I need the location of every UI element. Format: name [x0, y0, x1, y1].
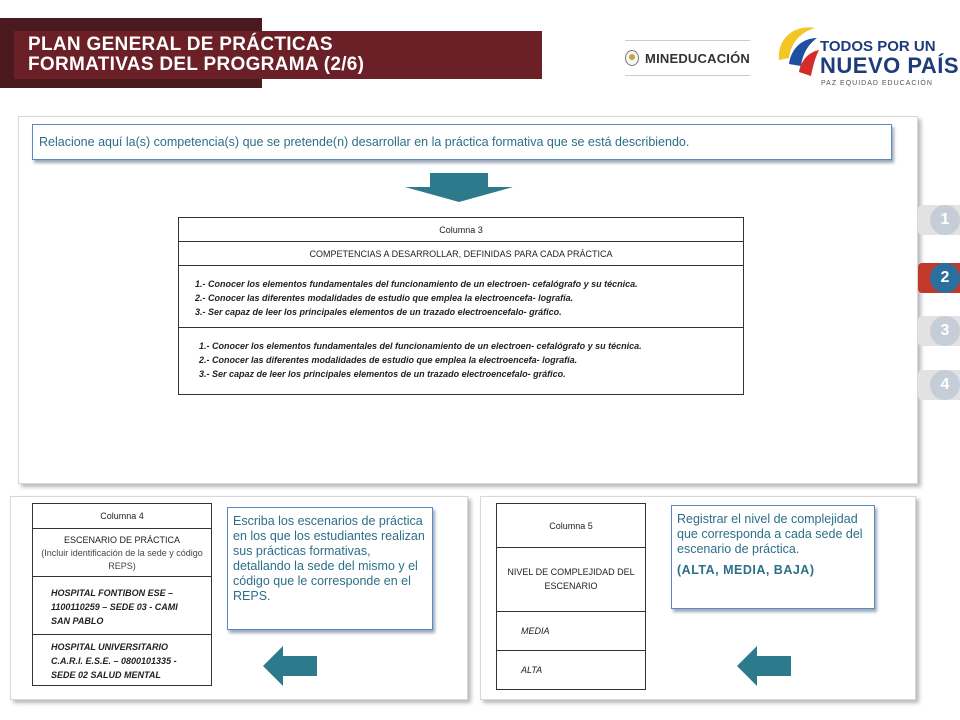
colombia-flag-swirl-icon — [773, 20, 819, 90]
complejidad-table-header — [497, 504, 645, 548]
complejidad-item: MEDIA — [521, 626, 550, 636]
slogan-line2: NUEVO PAÍS — [820, 53, 960, 78]
competencias-table-subheader — [179, 242, 743, 266]
nav-tab-3[interactable] — [918, 316, 960, 346]
competencia-item: 1.- Conocer los elementos fundamentales del funcionamiento de un electroen- cefalógrafo y su técnica. — [199, 341, 642, 351]
complejidad-table — [496, 503, 646, 690]
back-arrow-icon[interactable] — [261, 644, 319, 688]
escenarios-table-header — [33, 504, 211, 529]
escenarios-column-subtitle: ESCENARIO DE PRÁCTICA — [63, 535, 181, 545]
slogan-line1: TODOS POR UN — [820, 38, 936, 55]
escenarios-column-title: Columna 4 — [100, 511, 144, 521]
escenarios-callout — [227, 507, 433, 630]
complejidad-column-subtitle: NIVEL DE COMPLEJIDAD DEL ESCENARIO — [507, 567, 635, 591]
complejidad-table-subheader — [497, 548, 645, 612]
page-title — [14, 31, 542, 79]
escenarios-table-subheader — [33, 529, 211, 577]
competencias-callout — [32, 124, 892, 160]
nav-tab-3-number: 3 — [930, 316, 960, 346]
page-title-line2: FORMATIVAS DEL PROGRAMA (2/6) — [28, 54, 365, 75]
slogan-line3: PAZ EQUIDAD EDUCACIÓN — [821, 80, 933, 87]
table-row — [497, 651, 645, 689]
down-arrow-icon — [403, 172, 515, 204]
nav-tab-2[interactable] — [918, 263, 960, 293]
nav-tab-1-number: 1 — [930, 205, 960, 235]
mineducacion-text: MINEDUCACIÓN — [645, 50, 750, 66]
escenarios-table — [32, 503, 212, 686]
table-row — [33, 635, 211, 685]
table-row — [33, 577, 211, 635]
complejidad-column-title: Columna 5 — [549, 521, 593, 531]
competencia-item: 3.- Ser capaz de leer los principales elementos de un trazado electroencefalo- gráfico. — [199, 369, 566, 379]
competencias-column-subtitle: COMPETENCIAS A DESARROLLAR, DEFINIDAS PARA CADA PRÁCTICA — [309, 249, 613, 259]
nav-tab-1[interactable] — [918, 205, 960, 235]
competencias-table — [178, 217, 744, 395]
escenarios-callout-text: Escriba los escenarios de práctica en los que los estudiantes realizan sus prácticas formativas, detallando la sede del mismo y el código que le corresponde en el REPS. — [233, 514, 425, 603]
complejidad-item: ALTA — [521, 665, 543, 675]
escenario-item: HOSPITAL FONTIBON ESE – 1100110259 – SEDE 03 - CAMI SAN PABLO — [51, 588, 178, 626]
table-row — [179, 266, 743, 328]
colombia-seal-icon — [625, 50, 639, 66]
nav-tab-4-number: 4 — [930, 370, 960, 400]
competencia-item: 3.- Ser capaz de leer los principales elementos de un trazado electroencefalo- gráfico. — [195, 307, 562, 317]
competencia-item: 1.- Conocer los elementos fundamentales del funcionamiento de un electroen- cefalógrafo y su técnica. — [195, 279, 638, 289]
escenarios-column-note: (Incluir identificación de la sede y código REPS) — [41, 548, 203, 571]
title-banner — [0, 18, 545, 88]
nav-tab-2-number: 2 — [930, 263, 960, 293]
competencias-table-header — [179, 218, 743, 242]
escenario-item: HOSPITAL UNIVERSITARIO C.A.R.I. E.S.E. – 0800101335 - SEDE 02 SALUD MENTAL — [51, 642, 177, 680]
page-title-line1: PLAN GENERAL DE PRÁCTICAS — [28, 34, 333, 55]
competencia-item: 2.- Conocer las diferentes modalidades de estudio que emplea la electroencefa- lografía. — [195, 293, 574, 303]
todos-por-un-nuevo-pais-logo — [773, 20, 960, 90]
back-arrow-icon[interactable] — [735, 644, 793, 688]
competencias-column-title: Columna 3 — [439, 225, 483, 235]
complejidad-callout-text: Registrar el nivel de complejidad que corresponda a cada sede del escenario de práctica. — [677, 512, 863, 556]
nav-tab-4[interactable] — [918, 370, 960, 400]
competencias-callout-text: Relacione aquí la(s) competencia(s) que se pretende(n) desarrollar en la práctica formativa que se está describiendo. — [39, 135, 690, 149]
table-row — [497, 612, 645, 651]
mineducacion-logo — [625, 43, 750, 73]
table-row — [179, 328, 743, 394]
complejidad-callout-emphasis: (ALTA, MEDIA, BAJA) — [677, 563, 815, 577]
competencia-item: 2.- Conocer las diferentes modalidades de estudio que emplea la electroencefa- lografía. — [199, 355, 578, 365]
complejidad-callout — [671, 505, 875, 609]
